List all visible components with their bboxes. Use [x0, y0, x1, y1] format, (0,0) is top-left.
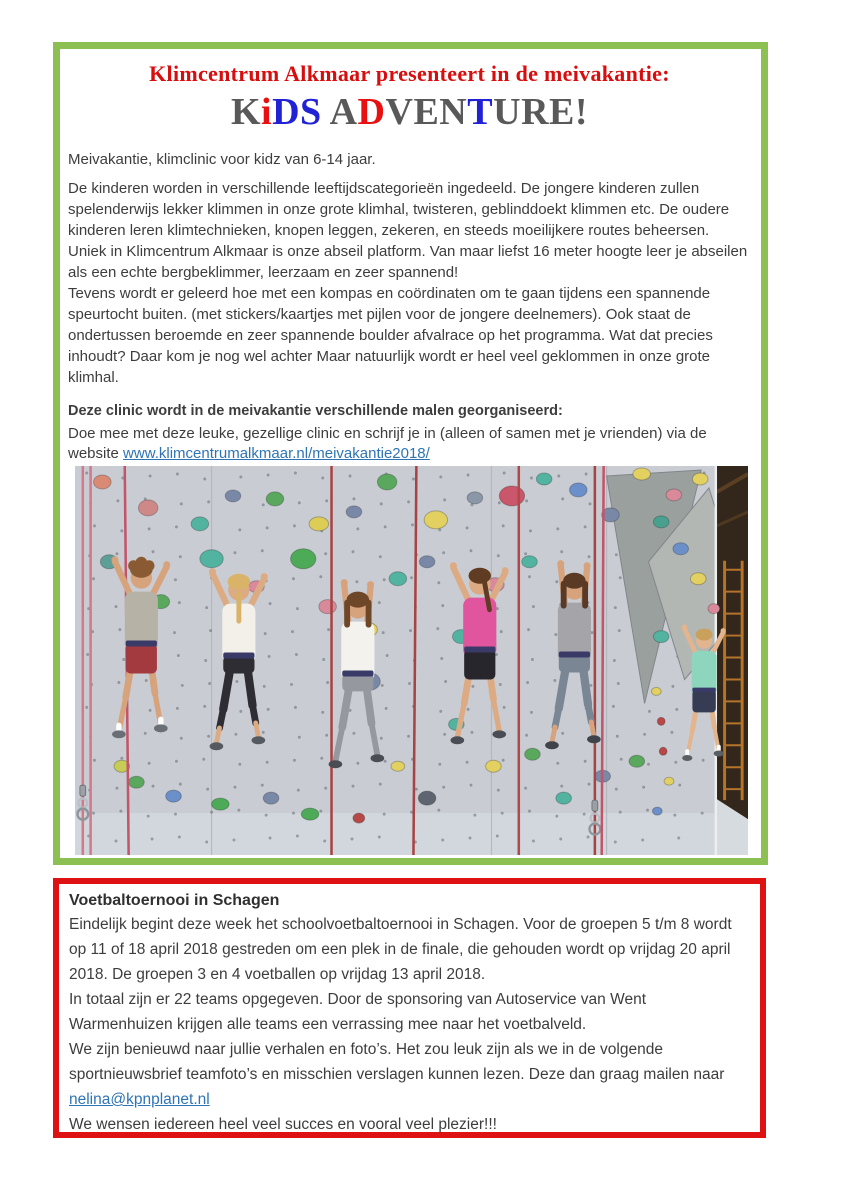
flyer-title-letter: U: [493, 91, 522, 133]
flyer-website-link[interactable]: www.klimcentrumalkmaar.nl/meivakantie2018/: [123, 445, 430, 462]
climbing-photo-illustration: [75, 466, 748, 855]
football-para2: In totaal zijn er 22 teams opgegeven. Door de sponsoring van Autoservice van Went Warmenhuizen krijgen alle teams een verrassing mee naar het voetbalveld.: [69, 991, 647, 1033]
flyer-title-letter: A: [329, 91, 358, 133]
flyer-title-letter: E: [413, 91, 440, 133]
football-email-link[interactable]: nelina@kpnplanet.nl: [69, 1091, 210, 1108]
flyer-para1: De kinderen worden in verschillende leeftijdscategorieën ingedeeld. De jongere kinderen zullen spelenderwijs lekker klimmen in onze grote klimhal, twisteren, geblinddoekt klimmen etc. De oudere kinderen leren klimtechnieken, knopen leggen, zekeren, en steeds moeilijkere routes beheersen. Uniek in Klimcentrum Alkmaar is onze abseil platform. Van maar liefst 16 meter hoogte leer je abseilen als een echte bergbeklimmer, leerzaam en zeer spannend!: [68, 180, 748, 281]
flyer-heading: Klimcentrum Alkmaar presenteert in de meivakantie:: [149, 61, 670, 86]
flyer-intro: Meivakantie, klimclinic voor kidz van 6-14 jaar.: [68, 151, 376, 168]
flyer-title-letter: E: [549, 91, 575, 133]
flyer-title-letter: N: [439, 91, 468, 133]
flyer-title-letter: D: [357, 91, 386, 133]
football-para1: Eindelijk begint deze week het schoolvoetbaltoernooi in Schagen. Voor de groepen 5 t/m 8 wordt op 11 of 18 april 2018 gestreden om een plek in de finale, die gehouden wordt op vrijdag 20 april 2018. De groepen 3 en 4 voetballen op vrijdag 13 april 2018.: [69, 916, 732, 983]
climbing-photo: [75, 466, 748, 855]
flyer-schedule-note: Deze clinic wordt in de meivakantie verschillende malen georganiseerd:: [68, 403, 563, 419]
football-para3: [69, 1037, 746, 1087]
football-news-box: [53, 878, 766, 1138]
flyer-title-letter: !: [574, 91, 589, 133]
football-heading: Voetbaltoernooi in Schagen: [69, 892, 280, 909]
climbing-flyer-box: [53, 42, 768, 865]
flyer-title-letter: V: [385, 91, 414, 133]
flyer-title-letter: K: [230, 91, 262, 133]
flyer-title-letter: T: [467, 91, 494, 133]
flyer-title-letter: S: [300, 91, 322, 133]
football-para3-text: We zijn benieuwd naar jullie verhalen en foto’s. Het zou leuk zijn als we in de volgende sportnieuwsbrief teamfoto’s en misschien verslagen kunnen lezen. Deze dan graag mailen naar: [69, 1041, 725, 1083]
flyer-title-letter: i: [261, 91, 273, 133]
flyer-signup: [68, 424, 751, 464]
flyer-para2: Tevens wordt er geleerd hoe met een kompas en coördinaten om te gaan tijdens een spannende speurtocht buiten. (met stickers/kaartjes met pijlen voor de jongere deelnemers). Ook staat de ondertussen beroemde en zeer spannende boulder afvalrace op het programma. Wat dat precies inhoudt? Daar kom je nog wel achter Maar natuurlijk wordt er heel veel geklommen in onze grote klimhal.: [68, 285, 713, 386]
flyer-title-letter: R: [521, 91, 550, 133]
flyer-title-letter: D: [272, 91, 301, 133]
flyer-signup-text: Doe mee met deze leuke, gezellige clinic en schrijf je in (alleen of samen met je vrienden) via de website: [68, 425, 707, 462]
flyer-title: [68, 92, 751, 132]
football-closing: We wensen iedereen heel veel succes en vooral veel plezier!!!: [69, 1116, 497, 1133]
flyer-title-letter: [322, 91, 330, 133]
